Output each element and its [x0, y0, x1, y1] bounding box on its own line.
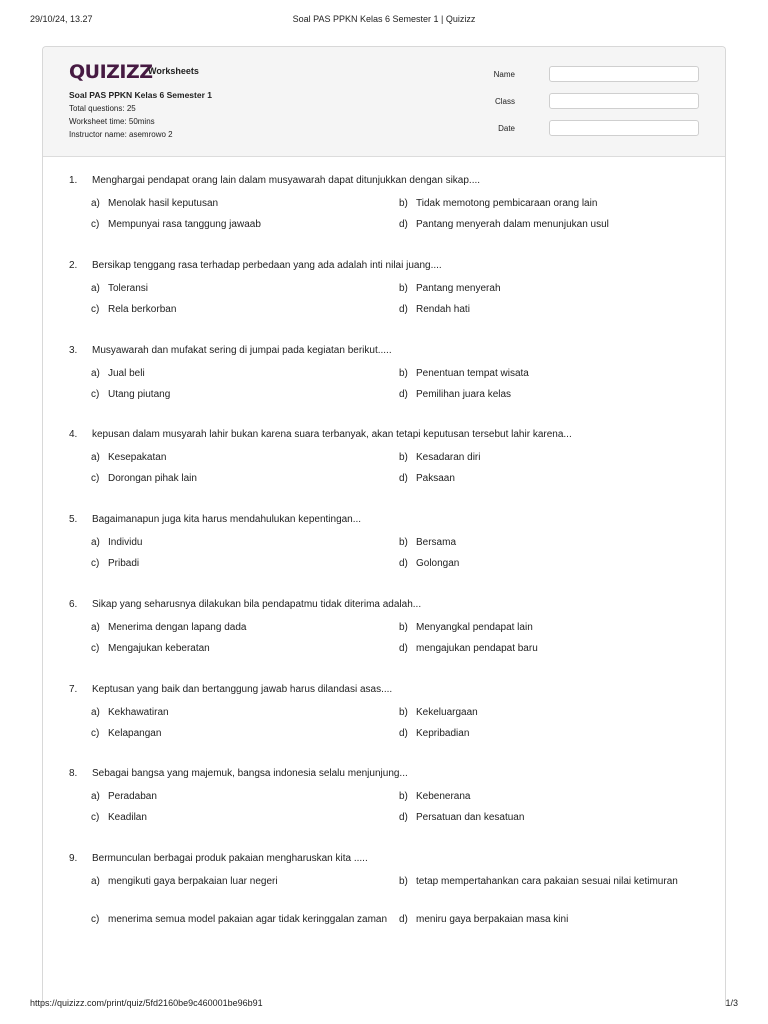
option-text: Jual beli: [108, 368, 145, 379]
option-text: Kebenerana: [416, 791, 471, 802]
class-field[interactable]: [549, 93, 699, 109]
option-letter: a): [91, 791, 100, 802]
date-field[interactable]: [549, 120, 699, 136]
option-letter: d): [399, 728, 408, 739]
question-prompt: kepusan dalam musyarah lahir bukan karena suara terbanyak, akan tetapi keputusan tersebut lahir karena...: [92, 429, 572, 440]
option-letter: b): [399, 622, 408, 633]
question-prompt: Bagaimanapun juga kita harus mendahulukan kepentingan...: [92, 514, 362, 525]
option-letter: b): [399, 283, 408, 294]
option-text: Rendah hati: [416, 304, 470, 315]
option-text: mengajukan pendapat baru: [416, 643, 538, 654]
question-number: 5.: [69, 514, 78, 525]
option-text: Menyangkal pendapat lain: [416, 622, 533, 633]
option-letter: d): [399, 914, 408, 925]
question-number: 6.: [69, 599, 78, 610]
logo-text: QUIZIZZ: [69, 61, 153, 83]
option-letter: d): [399, 219, 408, 230]
page-number: 1/3: [725, 998, 738, 1008]
option-letter: d): [399, 558, 408, 569]
class-field-row: [489, 93, 699, 120]
option-text: Penentuan tempat wisata: [416, 368, 529, 379]
option-text: Toleransi: [108, 283, 149, 294]
option-letter: b): [399, 707, 408, 718]
option-letter: a): [91, 283, 100, 294]
option-text: mengikuti gaya berpakaian luar negeri: [108, 876, 278, 887]
question-prompt: Bermunculan berbagai produk pakaian mengharuskan kita .....: [92, 853, 368, 864]
option-text: Pemilihan juara kelas: [416, 389, 512, 400]
print-datetime: 29/10/24, 13.27: [30, 14, 93, 24]
worksheets-label: Worksheets: [148, 66, 199, 76]
question-number: 2.: [69, 260, 78, 271]
option-text: menerima semua model pakaian agar tidak keringgalan zaman: [108, 914, 388, 925]
option-letter: c): [91, 812, 100, 823]
option-text: Rela berkorban: [108, 304, 177, 315]
option-text: Peradaban: [108, 791, 157, 802]
question-number: 1.: [69, 175, 78, 186]
question-number: 8.: [69, 768, 78, 779]
quiz-meta: [69, 89, 212, 141]
question-number: 9.: [69, 853, 78, 864]
option-letter: a): [91, 198, 100, 209]
option-letter: a): [91, 452, 100, 463]
worksheet: [42, 46, 726, 1006]
print-footer: [30, 998, 738, 1010]
worksheet-header: [43, 47, 725, 157]
option-text: meniru gaya berpakaian masa kini: [416, 914, 569, 925]
option-letter: a): [91, 876, 100, 887]
name-field[interactable]: [549, 66, 699, 82]
option-letter: b): [399, 791, 408, 802]
option-letter: c): [91, 558, 100, 569]
option-letter: b): [399, 452, 408, 463]
option-letter: c): [91, 643, 100, 654]
worksheet-time: Worksheet time: 50mins: [69, 117, 155, 126]
question-prompt: Menghargai pendapat orang lain dalam musyawarah dapat ditunjukkan dengan sikap....: [92, 175, 481, 186]
option-letter: b): [399, 876, 408, 887]
option-letter: d): [399, 473, 408, 484]
option-letter: a): [91, 368, 100, 379]
option-letter: b): [399, 368, 408, 379]
option-text: Utang piutang: [108, 389, 171, 400]
option-text: Individu: [108, 537, 143, 548]
option-letter: d): [399, 812, 408, 823]
option-letter: c): [91, 219, 100, 230]
option-text: Kekeluargaan: [416, 707, 478, 718]
option-text: Kepribadian: [416, 728, 470, 739]
quizizz-logo: [69, 61, 153, 83]
option-text: tetap mempertahankan cara pakaian sesuai nilai ketimuran: [416, 876, 678, 887]
question-prompt: Sikap yang seharusnya dilakukan bila pendapatmu tidak diterima adalah...: [92, 599, 422, 610]
option-text: Kesadaran diri: [416, 452, 481, 463]
question-number: 4.: [69, 429, 78, 440]
question-number: 7.: [69, 684, 78, 695]
quiz-title: Soal PAS PPKN Kelas 6 Semester 1: [69, 90, 212, 100]
name-label: Name: [493, 70, 515, 79]
option-letter: d): [399, 643, 408, 654]
question-prompt: Keptusan yang baik dan bertanggung jawab harus dilandasi asas....: [92, 684, 393, 695]
option-text: Pantang menyerah dalam menunjukan usul: [416, 219, 609, 230]
total-questions: Total questions: 25: [69, 104, 136, 113]
option-text: Persatuan dan kesatuan: [416, 812, 525, 823]
option-text: Bersama: [416, 537, 457, 548]
option-letter: c): [91, 473, 100, 484]
date-field-row: [489, 120, 699, 147]
option-text: Mempunyai rasa tanggung jawaab: [108, 219, 261, 230]
question-prompt: Bersikap tenggang rasa terhadap perbedaan yang ada adalah inti nilai juang....: [92, 260, 442, 271]
option-text: Kekhawatiran: [108, 707, 169, 718]
option-letter: b): [399, 537, 408, 548]
option-letter: a): [91, 622, 100, 633]
option-text: Kesepakatan: [108, 452, 167, 463]
option-letter: c): [91, 389, 100, 400]
question-prompt: Musyawarah dan mufakat sering di jumpai pada kegiatan berikut.....: [92, 345, 392, 356]
student-fields: [489, 66, 699, 147]
option-text: Pantang menyerah: [416, 283, 501, 294]
option-text: Dorongan pihak lain: [108, 473, 197, 484]
instructor-name: Instructor name: asemrowo 2: [69, 130, 173, 139]
option-letter: a): [91, 537, 100, 548]
print-page-title: Soal PAS PPKN Kelas 6 Semester 1 | Quizizz: [292, 14, 476, 24]
option-text: Tidak memotong pembicaraan orang lain: [416, 198, 598, 209]
date-label: Date: [498, 124, 515, 133]
print-header: [30, 14, 738, 26]
option-text: Menerima dengan lapang dada: [108, 622, 247, 633]
option-letter: c): [91, 914, 100, 925]
print-url: https://quizizz.com/print/quiz/5fd2160be9c460001be96b91: [30, 998, 263, 1008]
question-prompt: Sebagai bangsa yang majemuk, bangsa indonesia selalu menjunjung...: [92, 768, 408, 779]
option-text: Mengajukan keberatan: [108, 643, 210, 654]
option-letter: d): [399, 389, 408, 400]
option-text: Kelapangan: [108, 728, 162, 739]
option-letter: d): [399, 304, 408, 315]
option-letter: a): [91, 707, 100, 718]
class-label: Class: [494, 97, 515, 106]
option-letter: c): [91, 304, 100, 315]
option-text: Pribadi: [108, 558, 140, 569]
name-field-row: [489, 66, 699, 93]
option-text: Paksaan: [416, 473, 455, 484]
question-number: 3.: [69, 345, 78, 356]
option-text: Keadilan: [108, 812, 147, 823]
option-text: Menolak hasil keputusan: [108, 198, 219, 209]
option-letter: b): [399, 198, 408, 209]
option-text: Golongan: [416, 558, 460, 569]
option-letter: c): [91, 728, 100, 739]
